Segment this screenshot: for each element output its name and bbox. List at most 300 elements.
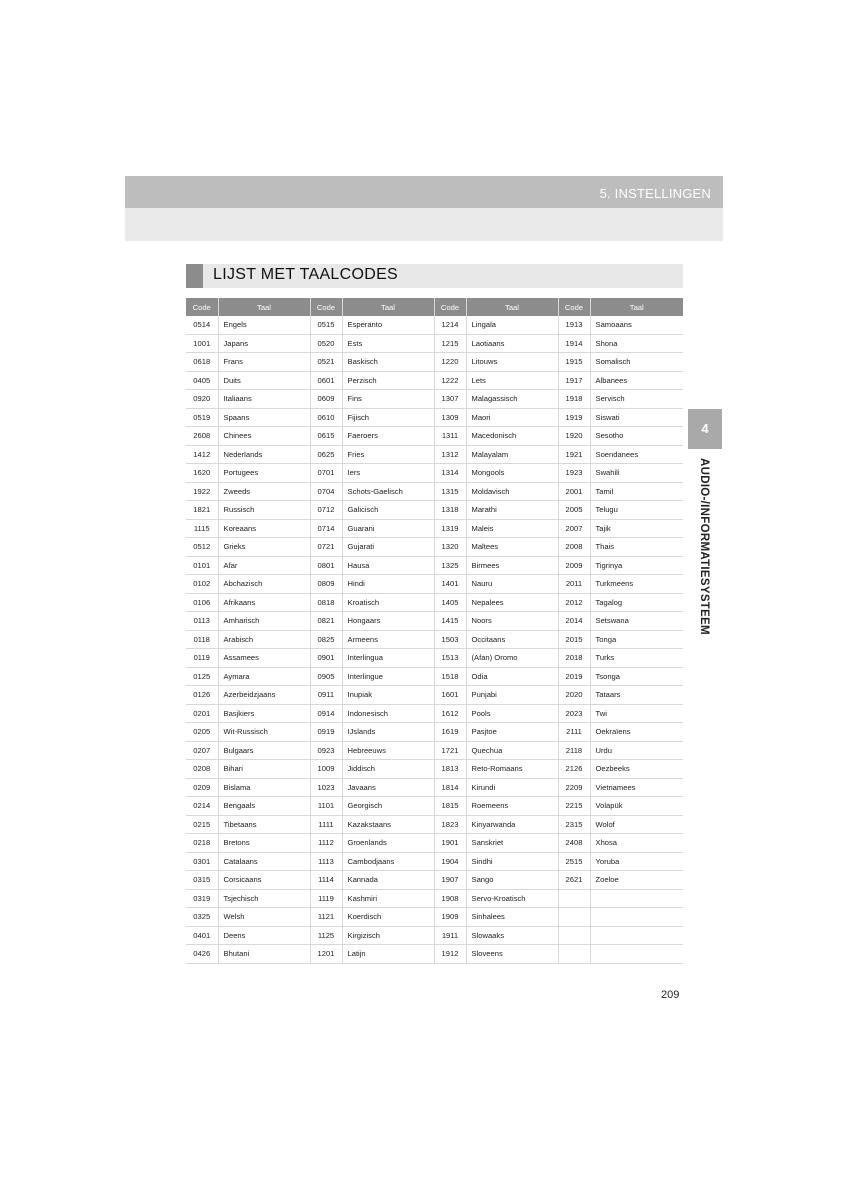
language-code: 0520	[310, 334, 342, 353]
language-name: Perzisch	[342, 371, 434, 390]
language-name: Bretons	[218, 834, 310, 853]
language-code: 1121	[310, 908, 342, 927]
language-name: Mongools	[466, 464, 558, 483]
language-code: 0615	[310, 427, 342, 446]
language-name: Engels	[218, 316, 310, 334]
language-name: Tamil	[590, 482, 683, 501]
language-code: 1318	[434, 501, 466, 520]
language-code: 1813	[434, 760, 466, 779]
language-code	[558, 926, 590, 945]
language-name: Chinees	[218, 427, 310, 446]
language-name: Samoaans	[590, 316, 683, 334]
language-code: 0106	[186, 593, 218, 612]
language-name: Tibetaans	[218, 815, 310, 834]
language-name: Kinyarwanda	[466, 815, 558, 834]
language-name: Fijisch	[342, 408, 434, 427]
language-code: 0126	[186, 686, 218, 705]
language-code: 0618	[186, 353, 218, 372]
language-name: Latijn	[342, 945, 434, 964]
section-title: 5. INSTELLINGEN	[599, 186, 711, 201]
language-code: 0401	[186, 926, 218, 945]
language-code: 0319	[186, 889, 218, 908]
table-row	[186, 519, 683, 538]
language-code: 0821	[310, 612, 342, 631]
language-code: 1823	[434, 815, 466, 834]
language-code: 1911	[434, 926, 466, 945]
page-number: 209	[661, 989, 680, 1001]
language-name: Marathi	[466, 501, 558, 520]
language-code: 0101	[186, 556, 218, 575]
language-code: 0901	[310, 649, 342, 668]
chapter-label: AUDIO-/INFORMATIESYSTEEM	[698, 458, 710, 635]
language-name: Fries	[342, 445, 434, 464]
language-code	[558, 945, 590, 964]
table-row	[186, 556, 683, 575]
language-name: Yoruba	[590, 852, 683, 871]
language-code: 0301	[186, 852, 218, 871]
language-name: Nauru	[466, 575, 558, 594]
language-name: Corsicaans	[218, 871, 310, 890]
language-code: 0609	[310, 390, 342, 409]
language-code: 1319	[434, 519, 466, 538]
language-code: 0118	[186, 630, 218, 649]
language-name: Sango	[466, 871, 558, 890]
language-code: 1325	[434, 556, 466, 575]
language-name: Japans	[218, 334, 310, 353]
table-row	[186, 630, 683, 649]
language-code: 1921	[558, 445, 590, 464]
language-code: 1815	[434, 797, 466, 816]
language-code: 0521	[310, 353, 342, 372]
language-code: 2018	[558, 649, 590, 668]
language-name: Deens	[218, 926, 310, 945]
table-row	[186, 501, 683, 520]
table-row	[186, 353, 683, 372]
language-code: 0519	[186, 408, 218, 427]
language-name: Bhutani	[218, 945, 310, 964]
language-name: Wolof	[590, 815, 683, 834]
language-code: 0919	[310, 723, 342, 742]
language-code: 0515	[310, 316, 342, 334]
title-bar	[186, 264, 683, 288]
language-name	[590, 926, 683, 945]
language-code: 0209	[186, 778, 218, 797]
language-name: Volapük	[590, 797, 683, 816]
language-code: 1405	[434, 593, 466, 612]
table-row	[186, 834, 683, 853]
language-code: 1001	[186, 334, 218, 353]
table-body	[186, 316, 683, 963]
language-name: Pasjtoe	[466, 723, 558, 742]
language-code: 1023	[310, 778, 342, 797]
language-code: 0102	[186, 575, 218, 594]
language-name: Tajik	[590, 519, 683, 538]
language-code: 2014	[558, 612, 590, 631]
language-name: Maleis	[466, 519, 558, 538]
language-name: Reto-Romaans	[466, 760, 558, 779]
language-name: Javaans	[342, 778, 434, 797]
language-code: 1923	[558, 464, 590, 483]
header-code: Code	[558, 298, 590, 316]
language-name: Urdu	[590, 741, 683, 760]
language-code: 0704	[310, 482, 342, 501]
language-code: 0714	[310, 519, 342, 538]
language-name: Macedonisch	[466, 427, 558, 446]
language-code: 1101	[310, 797, 342, 816]
language-name: Occitaans	[466, 630, 558, 649]
language-name: Galicisch	[342, 501, 434, 520]
language-code: 1909	[434, 908, 466, 927]
language-code: 0625	[310, 445, 342, 464]
language-name: Vietnamees	[590, 778, 683, 797]
language-code: 1922	[186, 482, 218, 501]
language-code: 1307	[434, 390, 466, 409]
language-code: 1917	[558, 371, 590, 390]
table-row	[186, 797, 683, 816]
language-name: Noors	[466, 612, 558, 631]
language-name: Setswana	[590, 612, 683, 631]
language-code: 1309	[434, 408, 466, 427]
language-code: 0215	[186, 815, 218, 834]
language-name: Wit-Russisch	[218, 723, 310, 742]
language-code: 1009	[310, 760, 342, 779]
language-name: Ests	[342, 334, 434, 353]
header-language: Taal	[590, 298, 683, 316]
language-name: Grieks	[218, 538, 310, 557]
language-name: Guarani	[342, 519, 434, 538]
language-code: 0905	[310, 667, 342, 686]
language-name: Kannada	[342, 871, 434, 890]
language-name: Kirgizisch	[342, 926, 434, 945]
language-code: 0601	[310, 371, 342, 390]
language-name: Assamees	[218, 649, 310, 668]
language-code: 1412	[186, 445, 218, 464]
language-name: Servo-Kroatisch	[466, 889, 558, 908]
language-code	[558, 908, 590, 927]
table-row	[186, 908, 683, 927]
table-row	[186, 649, 683, 668]
language-code: 2209	[558, 778, 590, 797]
language-name: Maltees	[466, 538, 558, 557]
language-name: Bislama	[218, 778, 310, 797]
language-code: 1312	[434, 445, 466, 464]
language-name	[590, 945, 683, 964]
language-name: Schots-Gaelisch	[342, 482, 434, 501]
language-code: 1220	[434, 353, 466, 372]
language-name: Litouws	[466, 353, 558, 372]
language-name: Maori	[466, 408, 558, 427]
language-name: Tsonga	[590, 667, 683, 686]
language-code	[558, 889, 590, 908]
language-name: Turkmeens	[590, 575, 683, 594]
language-name: Kirundi	[466, 778, 558, 797]
language-name: Punjabi	[466, 686, 558, 705]
language-code: 2015	[558, 630, 590, 649]
table-row	[186, 482, 683, 501]
table-row	[186, 760, 683, 779]
language-name: Sindhi	[466, 852, 558, 871]
title-marker	[186, 264, 203, 288]
language-code: 0207	[186, 741, 218, 760]
table-row	[186, 741, 683, 760]
language-code: 2315	[558, 815, 590, 834]
language-code: 1915	[558, 353, 590, 372]
language-name: Laotiaans	[466, 334, 558, 353]
language-code: 1503	[434, 630, 466, 649]
language-code: 0315	[186, 871, 218, 890]
language-code: 0911	[310, 686, 342, 705]
language-name: Afar	[218, 556, 310, 575]
language-code: 1311	[434, 427, 466, 446]
language-name: Lingala	[466, 316, 558, 334]
language-code: 2621	[558, 871, 590, 890]
header-language: Taal	[218, 298, 310, 316]
language-name: Hongaars	[342, 612, 434, 631]
language-name: Duits	[218, 371, 310, 390]
language-code: 0205	[186, 723, 218, 742]
table-row	[186, 704, 683, 723]
language-name: Amharisch	[218, 612, 310, 631]
language-code: 0405	[186, 371, 218, 390]
language-code: 1215	[434, 334, 466, 353]
language-name: Zweeds	[218, 482, 310, 501]
language-code: 1918	[558, 390, 590, 409]
language-name: Groenlands	[342, 834, 434, 853]
language-name: Sinhalees	[466, 908, 558, 927]
language-name: Russisch	[218, 501, 310, 520]
language-name: Sloveens	[466, 945, 558, 964]
language-code: 2608	[186, 427, 218, 446]
language-code: 1721	[434, 741, 466, 760]
language-code: 1113	[310, 852, 342, 871]
page-title: LIJST MET TAALCODES	[213, 266, 399, 283]
language-code: 1619	[434, 723, 466, 742]
language-name: Azerbeidzjaans	[218, 686, 310, 705]
table-row	[186, 871, 683, 890]
header-band	[125, 208, 723, 241]
language-code: 1518	[434, 667, 466, 686]
language-name: Frans	[218, 353, 310, 372]
language-code: 1912	[434, 945, 466, 964]
language-code: 0825	[310, 630, 342, 649]
language-code: 1222	[434, 371, 466, 390]
header-language: Taal	[466, 298, 558, 316]
language-code: 1612	[434, 704, 466, 723]
table-row	[186, 575, 683, 594]
language-code: 0201	[186, 704, 218, 723]
table-row	[186, 612, 683, 631]
language-name: Malagassisch	[466, 390, 558, 409]
language-code: 2408	[558, 834, 590, 853]
language-name: Afrikaans	[218, 593, 310, 612]
language-code: 2008	[558, 538, 590, 557]
language-name: Indonesisch	[342, 704, 434, 723]
table-row	[186, 445, 683, 464]
language-name: Tigrinya	[590, 556, 683, 575]
language-code: 0701	[310, 464, 342, 483]
language-code: 1913	[558, 316, 590, 334]
language-code: 1513	[434, 649, 466, 668]
language-name: Twi	[590, 704, 683, 723]
chapter-tab: 4	[688, 409, 722, 449]
language-name: Tonga	[590, 630, 683, 649]
language-code: 0325	[186, 908, 218, 927]
language-code: 1920	[558, 427, 590, 446]
language-code: 2111	[558, 723, 590, 742]
language-code: 2012	[558, 593, 590, 612]
language-code: 1119	[310, 889, 342, 908]
language-code: 0712	[310, 501, 342, 520]
language-name: Siswati	[590, 408, 683, 427]
language-code: 2005	[558, 501, 590, 520]
language-code: 1314	[434, 464, 466, 483]
language-code: 2126	[558, 760, 590, 779]
language-code: 0920	[186, 390, 218, 409]
header-code: Code	[186, 298, 218, 316]
language-name: Gujarati	[342, 538, 434, 557]
language-name: Zoeloe	[590, 871, 683, 890]
language-code: 1115	[186, 519, 218, 538]
header-language: Taal	[342, 298, 434, 316]
language-name: Xhosa	[590, 834, 683, 853]
language-name: Servisch	[590, 390, 683, 409]
language-code: 0809	[310, 575, 342, 594]
language-code: 0119	[186, 649, 218, 668]
table-row	[186, 390, 683, 409]
language-code: 2023	[558, 704, 590, 723]
language-name: Sanskriet	[466, 834, 558, 853]
table-row	[186, 667, 683, 686]
language-code: 1201	[310, 945, 342, 964]
language-name: Fins	[342, 390, 434, 409]
language-code: 0218	[186, 834, 218, 853]
language-code: 2515	[558, 852, 590, 871]
language-name: Bengaals	[218, 797, 310, 816]
language-name: Spaans	[218, 408, 310, 427]
language-code: 1125	[310, 926, 342, 945]
language-code: 0512	[186, 538, 218, 557]
language-name: Nepalees	[466, 593, 558, 612]
language-name: Birmees	[466, 556, 558, 575]
language-code: 1919	[558, 408, 590, 427]
language-code: 1907	[434, 871, 466, 890]
language-code: 2118	[558, 741, 590, 760]
language-code-table	[186, 298, 683, 964]
language-name: Abchazisch	[218, 575, 310, 594]
language-name: Quechua	[466, 741, 558, 760]
language-name: Kroatisch	[342, 593, 434, 612]
language-code: 1111	[310, 815, 342, 834]
language-name: Tsjechisch	[218, 889, 310, 908]
language-code: 0914	[310, 704, 342, 723]
language-code: 0208	[186, 760, 218, 779]
language-name	[590, 908, 683, 927]
language-code: 1214	[434, 316, 466, 334]
language-code: 1112	[310, 834, 342, 853]
table-row	[186, 408, 683, 427]
language-name: Basjkiers	[218, 704, 310, 723]
language-code: 1114	[310, 871, 342, 890]
language-code: 1401	[434, 575, 466, 594]
language-name: Albanees	[590, 371, 683, 390]
language-name: Telugu	[590, 501, 683, 520]
language-code: 1601	[434, 686, 466, 705]
language-code: 0721	[310, 538, 342, 557]
language-name: Portugees	[218, 464, 310, 483]
table-row	[186, 593, 683, 612]
language-name: Sesotho	[590, 427, 683, 446]
header-code: Code	[310, 298, 342, 316]
language-name: Somalisch	[590, 353, 683, 372]
language-name: Bihari	[218, 760, 310, 779]
language-code: 0214	[186, 797, 218, 816]
language-name: Tataars	[590, 686, 683, 705]
table-row	[186, 852, 683, 871]
language-code: 1320	[434, 538, 466, 557]
language-name: Soendanees	[590, 445, 683, 464]
language-code: 0125	[186, 667, 218, 686]
language-code: 2007	[558, 519, 590, 538]
language-name: Faeroers	[342, 427, 434, 446]
language-code: 0514	[186, 316, 218, 334]
language-code: 0818	[310, 593, 342, 612]
language-name: Interlingua	[342, 649, 434, 668]
language-code: 1904	[434, 852, 466, 871]
language-name: Iers	[342, 464, 434, 483]
language-code: 0610	[310, 408, 342, 427]
chapter-header	[125, 176, 723, 208]
language-name: Italiaans	[218, 390, 310, 409]
language-name: Oekraïens	[590, 723, 683, 742]
language-name: Thais	[590, 538, 683, 557]
table-row	[186, 778, 683, 797]
language-name: Tagalog	[590, 593, 683, 612]
language-name: Armeens	[342, 630, 434, 649]
language-name: Baskisch	[342, 353, 434, 372]
language-name: Hebreeuws	[342, 741, 434, 760]
language-name: Kashmiri	[342, 889, 434, 908]
language-name: Moldavisch	[466, 482, 558, 501]
language-name: Shona	[590, 334, 683, 353]
table-row	[186, 723, 683, 742]
language-code: 1620	[186, 464, 218, 483]
language-name: Slowaaks	[466, 926, 558, 945]
table-row	[186, 889, 683, 908]
language-name: Hindi	[342, 575, 434, 594]
language-code: 0426	[186, 945, 218, 964]
language-name: Georgisch	[342, 797, 434, 816]
language-name: Bulgaars	[218, 741, 310, 760]
language-name: IJslands	[342, 723, 434, 742]
table-row	[186, 945, 683, 964]
table-row	[186, 815, 683, 834]
language-name: Welsh	[218, 908, 310, 927]
language-name: Malayalam	[466, 445, 558, 464]
language-code: 1814	[434, 778, 466, 797]
language-code: 1908	[434, 889, 466, 908]
language-code: 1901	[434, 834, 466, 853]
language-code: 2215	[558, 797, 590, 816]
language-name	[590, 889, 683, 908]
language-name: Lets	[466, 371, 558, 390]
language-name: Esperanto	[342, 316, 434, 334]
language-name: Turks	[590, 649, 683, 668]
language-code: 2020	[558, 686, 590, 705]
language-name: Interlingue	[342, 667, 434, 686]
header-code: Code	[434, 298, 466, 316]
table-row	[186, 686, 683, 705]
language-name: Inupiak	[342, 686, 434, 705]
